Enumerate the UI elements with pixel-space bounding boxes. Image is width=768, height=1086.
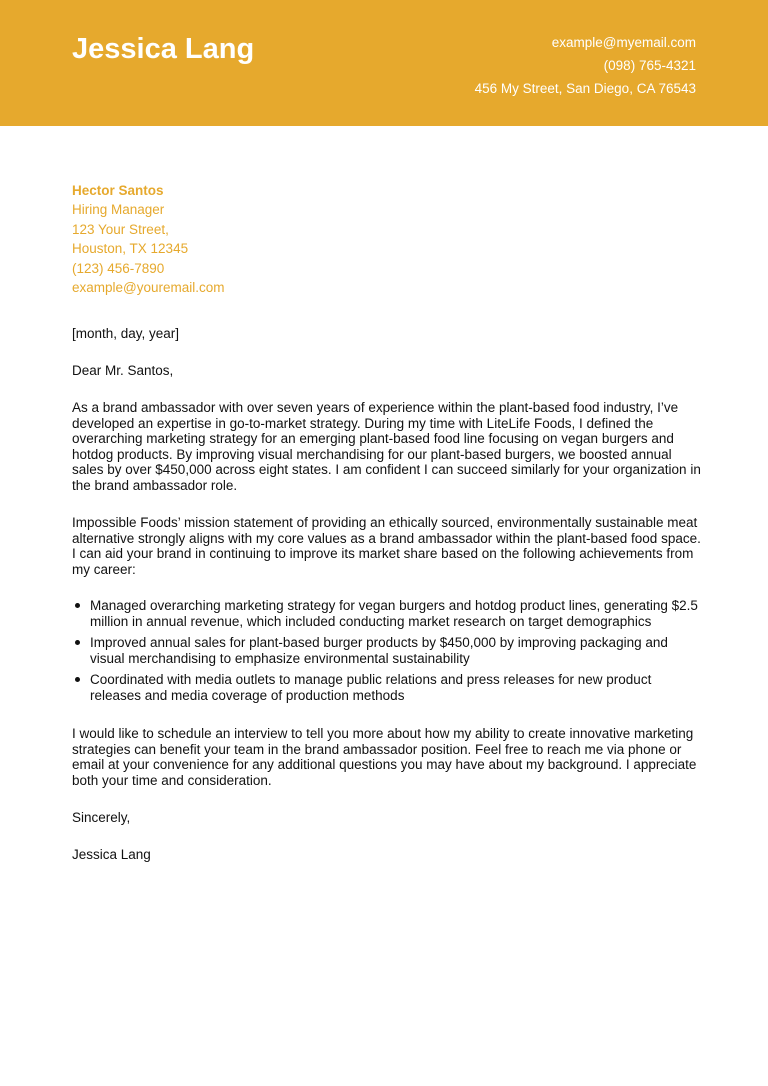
- recipient-phone: (123) 456-7890: [72, 260, 165, 276]
- bullet-icon: [75, 640, 80, 645]
- recipient-street: 123 Your Street,: [72, 221, 169, 237]
- sender-address: 456 My Street, San Diego, CA 76543: [474, 81, 696, 96]
- list-item: [72, 672, 702, 703]
- letter-body: [72, 326, 702, 862]
- list-item-text: Coordinated with media outlets to manage public relations and press releases for new product releases and media coverage of production methods: [90, 672, 652, 703]
- paragraph-closing: I would like to schedule an interview to tell you more about how my ability to create innovative marketing strategies can benefit your team in the brand ambassador position. Feel free to reach me via phone or email at your convenience for any additional questions you may have about my background. I appreciate both your time and consideration.: [72, 726, 697, 788]
- salutation: Dear Mr. Santos,: [72, 362, 174, 378]
- bullet-icon: [75, 677, 80, 682]
- recipient-block: [72, 181, 225, 297]
- closing: Sincerely,: [72, 810, 131, 825]
- sender-phone: (098) 765-4321: [603, 58, 696, 73]
- bullet-icon: [75, 603, 80, 608]
- letter-date: [month, day, year]: [72, 326, 180, 341]
- sender-name: Jessica Lang: [72, 33, 255, 65]
- paragraph-mission: Impossible Foods’ mission statement of providing an ethically sourced, environmentally sustainable meat alternative strongly aligns with my core values as a brand ambassador within the plant-based food space. I can aid your brand in continuing to improve its market share based on the following achievements from my career:: [72, 515, 701, 577]
- list-item-text: Improved annual sales for plant-based burger products by $450,000 by improving packaging and visual merchandising to emphasize environmental sustainability: [90, 635, 668, 666]
- recipient-name: Hector Santos: [72, 183, 164, 198]
- achievements-list: [72, 598, 702, 703]
- recipient-email: example@youremail.com: [72, 280, 225, 296]
- recipient-city: Houston, TX 12345: [72, 241, 189, 257]
- signature: Jessica Lang: [72, 846, 151, 862]
- list-item: [72, 635, 702, 666]
- recipient-title: Hiring Manager: [72, 202, 165, 218]
- paragraph-intro: As a brand ambassador with over seven years of experience within the plant-based food industry, I’ve developed an expertise in go-to-market strategy. During my time with LiteLife Foods, I defined the overarching marketing strategy for an emerging plant-based food line focusing on vegan burgers and hotdog products. By improving visual merchandising for our plant-based burgers, we boosted annual sales by over $450,000 across eight states. I am confident I can succeed similarly for your organization in the brand ambassador role.: [72, 400, 701, 493]
- letter-header: [0, 0, 768, 126]
- sender-email: example@myemail.com: [551, 35, 696, 50]
- sender-contact: [475, 31, 696, 100]
- list-item: [72, 598, 702, 629]
- list-item-text: Managed overarching marketing strategy for vegan burgers and hotdog product lines, generating $2.5 million in annual revenue, which included conducting market research on target demographics: [90, 598, 698, 629]
